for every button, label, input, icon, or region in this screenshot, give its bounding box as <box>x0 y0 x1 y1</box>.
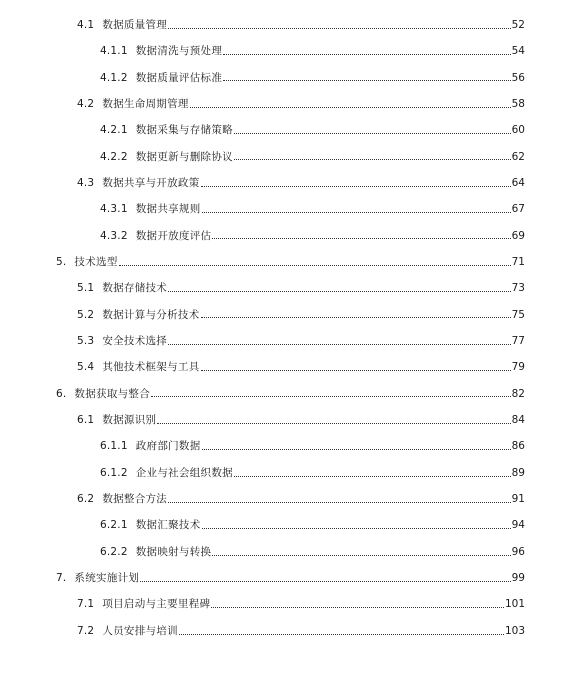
dot-leader <box>212 238 510 239</box>
toc-entry-7-1[interactable] <box>0 592 567 618</box>
toc-entry-6-2-1[interactable] <box>0 513 567 539</box>
dot-leader <box>168 344 511 345</box>
toc-entry-number: 6.2.1 <box>100 519 128 532</box>
toc-entry-number: 5.1 <box>77 282 95 295</box>
dot-leader <box>168 502 511 503</box>
toc-entry-number: 4.2.2 <box>100 150 128 163</box>
toc-entry-title: 其他技术框架与工具 <box>102 361 200 374</box>
toc-entry-4-2[interactable] <box>0 91 567 117</box>
toc-entry-4-3-2[interactable] <box>0 223 567 249</box>
toc-entry-page: 58 <box>511 97 525 110</box>
dot-leader <box>202 212 511 213</box>
dot-leader <box>212 555 510 556</box>
dot-leader <box>201 317 511 318</box>
toc-entry-title: 数据存储技术 <box>102 282 168 295</box>
toc-entry-number: 7. <box>56 572 67 585</box>
toc-entry-page: 79 <box>511 361 525 374</box>
toc-entry-number: 4.3 <box>77 176 95 189</box>
toc-entry-title: 数据更新与删除协议 <box>135 150 233 163</box>
toc-entry-4-2-2[interactable] <box>0 144 567 170</box>
toc-entry-6-2-2[interactable] <box>0 539 567 565</box>
toc-entry-number: 4.2.1 <box>100 124 128 137</box>
toc-entry-page: 101 <box>504 598 525 611</box>
toc-entry-number: 4.1 <box>77 18 95 31</box>
toc-entry-title: 数据源识别 <box>102 414 157 427</box>
toc-entry-title: 数据整合方法 <box>102 493 168 506</box>
toc-entry-number: 5. <box>56 256 67 269</box>
toc-entry-number: 4.1.1 <box>100 45 128 58</box>
dot-leader <box>202 449 511 450</box>
dot-leader <box>201 370 511 371</box>
toc-entry-title: 技术选型 <box>74 256 118 269</box>
dot-leader <box>140 581 510 582</box>
toc-entry-title: 数据计算与分析技术 <box>102 308 200 321</box>
toc-entry-5-1[interactable] <box>0 275 567 301</box>
toc-entry-number: 5.2 <box>77 308 95 321</box>
toc-entry-4-1-2[interactable] <box>0 65 567 91</box>
toc-entry-title: 数据采集与存储策略 <box>135 124 233 137</box>
toc-entry-7[interactable] <box>0 565 567 591</box>
toc-entry-title: 数据质量评估标准 <box>135 71 223 84</box>
dot-leader <box>223 54 511 55</box>
toc-entry-number: 5.3 <box>77 335 95 348</box>
toc-entry-number: 4.1.2 <box>100 71 128 84</box>
toc-entry-number: 4.3.1 <box>100 203 128 216</box>
toc-entry-number: 6.1 <box>77 414 95 427</box>
toc-entry-4-3[interactable] <box>0 170 567 196</box>
dot-leader <box>157 423 510 424</box>
toc-entry-title: 安全技术选择 <box>102 335 168 348</box>
dot-leader <box>179 634 504 635</box>
dot-leader <box>168 28 511 29</box>
toc-entry-title: 数据质量管理 <box>102 18 168 31</box>
table-of-contents <box>0 12 567 644</box>
toc-entry-6-1-1[interactable] <box>0 434 567 460</box>
toc-entry-title: 人员安排与培训 <box>102 624 178 637</box>
toc-entry-page: 62 <box>511 150 525 163</box>
toc-entry-4-2-1[interactable] <box>0 117 567 143</box>
toc-entry-number: 6.1.2 <box>100 466 128 479</box>
toc-entry-5-2[interactable] <box>0 302 567 328</box>
toc-entry-title: 数据获取与整合 <box>74 387 151 400</box>
toc-entry-page: 94 <box>511 519 525 532</box>
toc-entry-title: 数据开放度评估 <box>135 229 212 242</box>
dot-leader <box>168 291 511 292</box>
toc-entry-title: 企业与社会组织数据 <box>135 466 233 479</box>
toc-entry-number: 7.1 <box>77 598 95 611</box>
dot-leader <box>202 528 511 529</box>
toc-entry-title: 数据生命周期管理 <box>102 97 189 110</box>
toc-entry-title: 数据汇聚技术 <box>135 519 201 532</box>
toc-entry-number: 4.3.2 <box>100 229 128 242</box>
toc-entry-page: 75 <box>511 308 525 321</box>
toc-entry-5-3[interactable] <box>0 328 567 354</box>
toc-entry-5-4[interactable] <box>0 354 567 380</box>
toc-entry-title: 数据共享与开放政策 <box>102 176 200 189</box>
toc-entry-title: 系统实施计划 <box>74 572 140 585</box>
dot-leader <box>119 265 511 266</box>
toc-entry-page: 84 <box>511 414 525 427</box>
toc-entry-6-1[interactable] <box>0 407 567 433</box>
toc-entry-number: 4.2 <box>77 97 95 110</box>
toc-entry-7-2[interactable] <box>0 618 567 644</box>
toc-entry-number: 6.2.2 <box>100 545 128 558</box>
dot-leader <box>190 107 511 108</box>
toc-entry-number: 6.1.1 <box>100 440 128 453</box>
toc-entry-4-1[interactable] <box>0 12 567 38</box>
toc-entry-page: 56 <box>511 71 525 84</box>
toc-entry-page: 60 <box>511 124 525 137</box>
toc-entry-number: 7.2 <box>77 624 95 637</box>
toc-entry-5[interactable] <box>0 249 567 275</box>
toc-entry-title: 政府部门数据 <box>135 440 201 453</box>
toc-entry-title: 数据映射与转换 <box>135 545 212 558</box>
dot-leader <box>201 186 511 187</box>
toc-entry-page: 67 <box>511 203 525 216</box>
toc-entry-page: 69 <box>511 229 525 242</box>
dot-leader <box>211 607 504 608</box>
toc-entry-4-1-1[interactable] <box>0 38 567 64</box>
dot-leader <box>234 476 511 477</box>
toc-entry-title: 项目启动与主要里程碑 <box>102 598 211 611</box>
toc-entry-page: 77 <box>511 335 525 348</box>
toc-entry-6-2[interactable] <box>0 486 567 512</box>
toc-entry-page: 96 <box>511 545 525 558</box>
toc-entry-page: 52 <box>511 18 525 31</box>
toc-entry-page: 73 <box>511 282 525 295</box>
toc-entry-number: 5.4 <box>77 361 95 374</box>
toc-entry-number: 6. <box>56 387 67 400</box>
toc-entry-page: 64 <box>511 176 525 189</box>
dot-leader <box>234 159 511 160</box>
toc-entry-6-1-2[interactable] <box>0 460 567 486</box>
toc-entry-page: 82 <box>511 387 525 400</box>
dot-leader <box>151 396 511 397</box>
toc-entry-page: 71 <box>511 256 525 269</box>
toc-entry-page: 89 <box>511 466 525 479</box>
toc-entry-page: 91 <box>511 493 525 506</box>
toc-entry-title: 数据清洗与预处理 <box>135 45 223 58</box>
toc-entry-6[interactable] <box>0 381 567 407</box>
dot-leader <box>223 80 511 81</box>
toc-entry-title: 数据共享规则 <box>135 203 201 216</box>
dot-leader <box>234 133 511 134</box>
toc-entry-page: 54 <box>511 45 525 58</box>
toc-entry-page: 99 <box>511 572 525 585</box>
toc-entry-number: 6.2 <box>77 493 95 506</box>
toc-entry-page: 103 <box>504 624 525 637</box>
toc-entry-page: 86 <box>511 440 525 453</box>
toc-entry-4-3-1[interactable] <box>0 196 567 222</box>
